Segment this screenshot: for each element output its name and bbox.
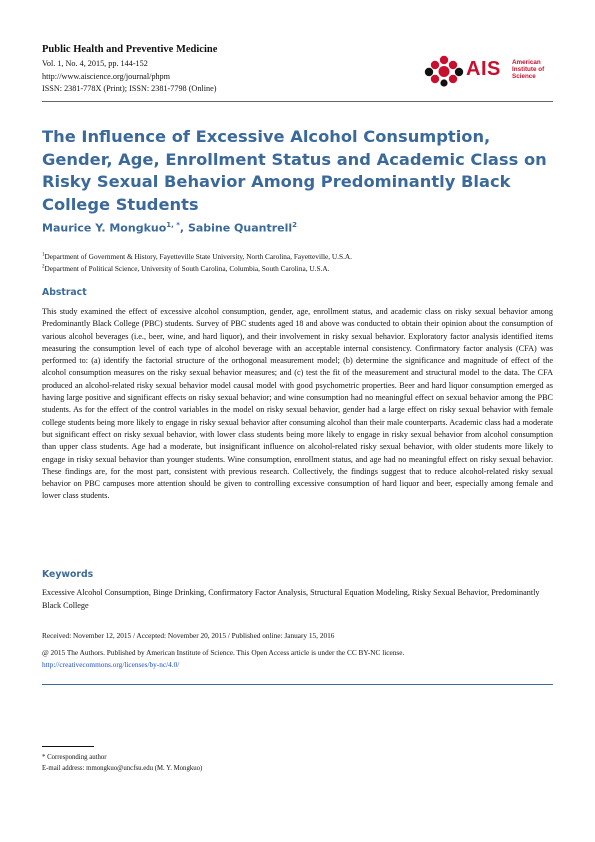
author-list (42, 221, 297, 235)
author-separator: , (179, 221, 188, 235)
journal-url[interactable]: http://www.aiscience.org/journal/phpm (42, 71, 171, 81)
section-divider (42, 684, 553, 685)
ais-logo-icon (424, 55, 464, 87)
journal-info (42, 44, 372, 96)
abstract-heading: Abstract (42, 287, 87, 298)
header-divider (42, 101, 553, 102)
corresponding-author-note: * Corresponding author (42, 754, 107, 761)
paper-title: The Influence of Excessive Alcohol Consumption, Gender, Age, Enrollment Status and Academic Class on Risky Sexual Behavior Among Predominantly Black College Students (42, 127, 547, 214)
affiliation-1-marker: 1 (42, 252, 45, 258)
author-2: Sabine Quantrell (187, 221, 293, 235)
author-1-affiliation: 1, * (166, 221, 180, 229)
keywords-heading: Keywords (42, 569, 94, 580)
logo-line-1: American (512, 59, 541, 66)
corresponding-author-email: E-mail address: mmongkuo@uncfsu.edu (M. Y. Mongkuo) (42, 765, 203, 772)
affiliation-1-text: Department of Government & History, Fayetteville State University, North Carolina, Fayetteville, U.S.A. (44, 252, 352, 261)
journal-issn: ISSN: 2381-778X (Print); ISSN: 2381-7798 (Online) (42, 84, 217, 94)
affiliation-2 (42, 264, 329, 273)
affiliation-1 (42, 252, 352, 261)
author-2-affiliation: 2 (292, 221, 298, 229)
logo-acronym: AIS (466, 58, 501, 80)
abstract-text: This study examined the effect of excessive alcohol consumption, gender, age, enrollment status, and academic class on risky sexual behavior among Predominantly Black College (PBC) students. Survey of PBC students aged 18 and above was conducted to obtain their opinion about the consumption of various alcohol beverages (i.e., beer, wine, and hard liquor), and their involvement in risky sexual behavior. Exploratory factor analysis identified items measuring the consumption level of each type of alcohol beverage with an acceptable internal consistency. Confirmatory factor analysis (CFA) was performed to: (a) identify the factorial structure of the orthogonal measurement model; (b) determine the significance and magnitude of effect of the alcohol consumption measures on the risky sexual behavior measures; and (c) test the fit of the measurement and structural model to the data. The CFA produced an alcohol-related risky sexual behavior model causal model with good psychometric properties. Beer and hard liquor consumption emerged as having large positive and significant effects on risky sexual behavior; and wine consumption had no meaningful effect on sexual behavior among the PBC students. As for the effect of the control variables in the model on risky sexual behavior, gender had a large effect on risky sexual behavior with female college students being more likely to engage in risky sexual behavior after consuming alcohol than their male counterparts. Academic class had a moderate but significant effect on risky sexual behavior, with lower class students being more likely to engage in risky sexual behavior from alcohol consumption than upper class students. Age had a moderate, but insignificant influence on alcohol-related risky sexual behavior, with older students more likely to engage in risky sexual behavior than younger students. Wine consumption, enrollment status, and age had no meaningful effect on risky sexual behavior. These findings are, for the most part, consistent with previous research. Collectively, the findings suggest that to reduce alcohol-related risky sexual behavior on PBC campuses more attention should be given to controlling excessive consumption of hard liquor and beer, especially among female and lower class students. (42, 307, 553, 501)
affiliation-2-marker: 2 (42, 264, 45, 270)
license-statement: @ 2015 The Authors. Published by American Institute of Science. This Open Access article is under the CC BY-NC license. (42, 648, 405, 657)
license-link[interactable]: http://creativecommons.org/licenses/by-nc/4.0/ (42, 660, 180, 669)
publication-dates: Received: November 12, 2015 / Accepted: November 20, 2015 / Published online: January 15, 2016 (42, 631, 335, 640)
ais-logo (424, 55, 554, 87)
logo-line-3: Science (512, 73, 536, 81)
logo-subtitle (512, 59, 544, 81)
footnote-divider (42, 746, 94, 747)
journal-volume: Vol. 1, No. 4, 2015, pp. 144-152 (42, 59, 148, 68)
affiliation-2-text: Department of Political Science, University of South Carolina, Columbia, South Carolina, U.S.A. (44, 264, 330, 273)
keywords-text: Excessive Alcohol Consumption, Binge Drinking, Confirmatory Factor Analysis, Structural Equation Modeling, Risky Sexual Behavior, Predominantly Black College (42, 588, 540, 610)
journal-name: Public Health and Preventive Medicine (42, 44, 218, 55)
logo-line-2: Institute of (512, 66, 545, 74)
author-1: Maurice Y. Mongkuo (42, 221, 167, 235)
